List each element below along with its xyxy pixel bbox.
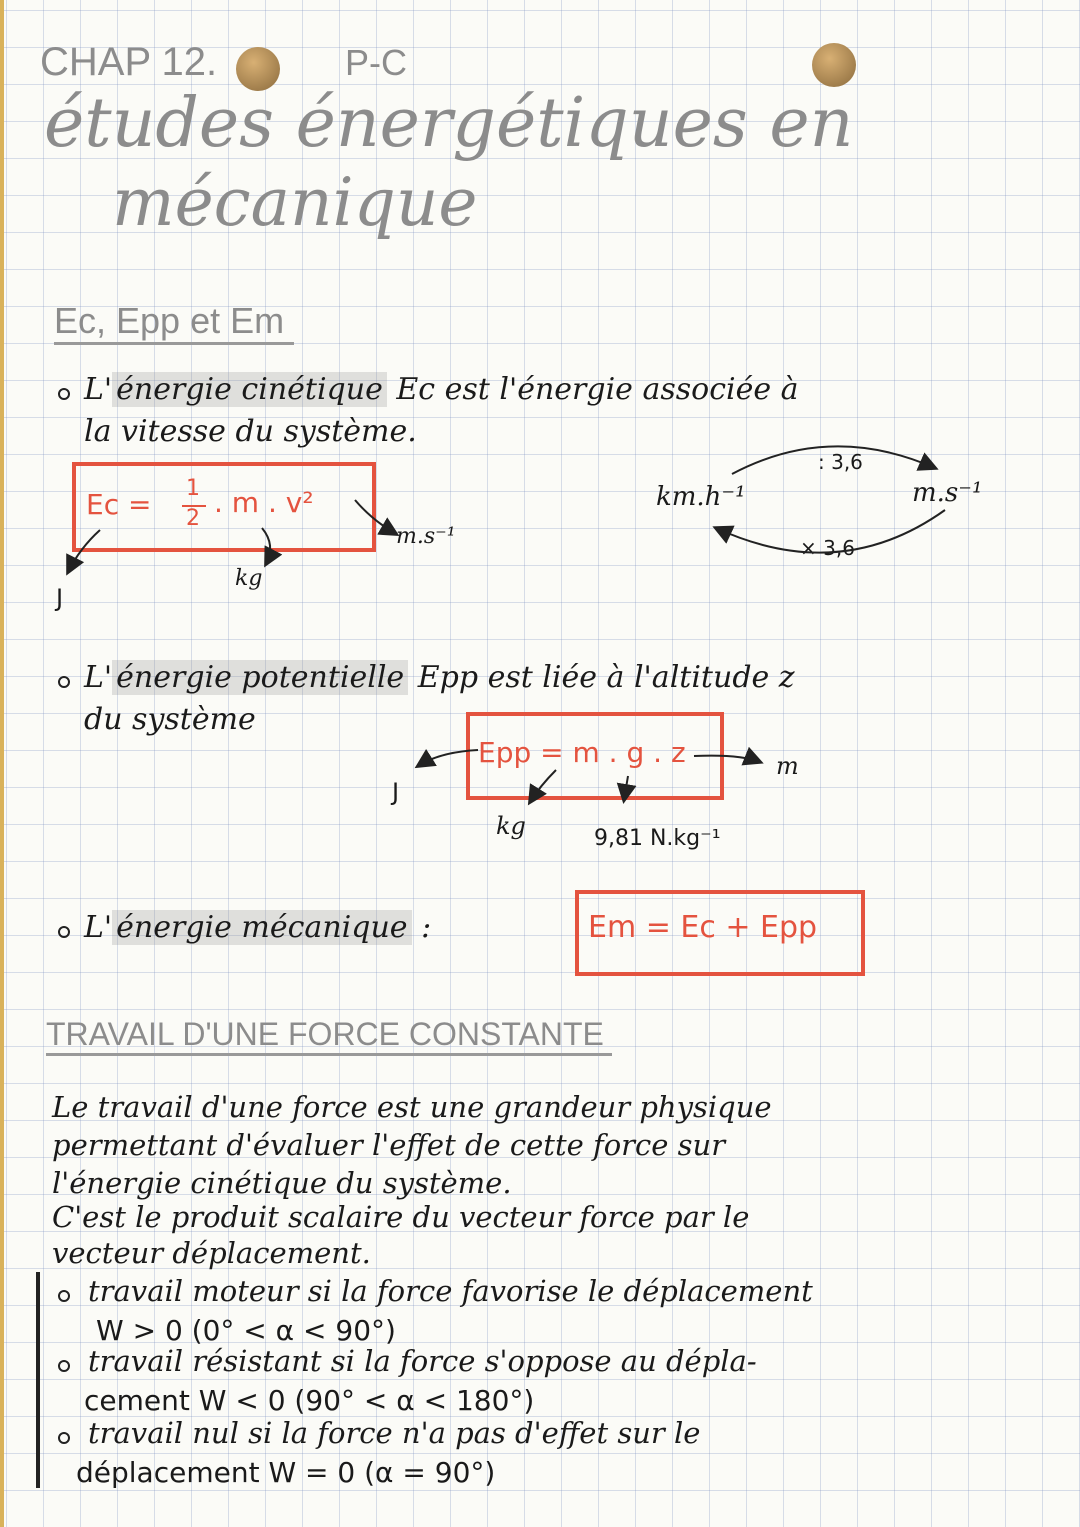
- epp-definition-line2: du système: [84, 702, 256, 737]
- page-title-line2: mécanique: [112, 164, 478, 241]
- epp-unit-kg: kg: [496, 812, 526, 840]
- em-formula: Em = Ec + Epp: [588, 910, 818, 945]
- paragraph-line: l'énergie cinétique du système.: [52, 1166, 512, 1200]
- arrow-v-to-unit: [355, 500, 396, 534]
- conversion-divide: : 3,6: [818, 450, 863, 474]
- ec-unit-joule: J: [56, 584, 64, 612]
- arrow-m-to-kg: [262, 528, 270, 564]
- conversion-multiply: × 3,6: [800, 536, 855, 560]
- paragraph-line: Le travail d'une force est une grandeur physique: [52, 1090, 772, 1124]
- em-definition: L' énergie mécanique :: [84, 910, 432, 945]
- ec-formula-den: 2: [186, 506, 200, 531]
- arrow-divide-conversion: [732, 446, 935, 474]
- epp-definition-line1: L' énergie potentielle Epp est liée à l'altitude z: [84, 660, 795, 695]
- ec-unit-kg: kg: [235, 566, 263, 591]
- arrow-g-to-unit: [624, 776, 628, 800]
- arrow-z-to-meter: [694, 756, 760, 762]
- ec-unit-speed: m.s⁻¹: [396, 524, 456, 549]
- bullet-travail-resistant-line2: cement W < 0 (90° < α < 180°): [84, 1384, 535, 1417]
- bullet-travail-resistant-line1: travail résistant si la force s'oppose au dépla-: [88, 1344, 757, 1378]
- ec-definition-line1: L' énergie cinétique Ec est l'énergie associée à: [84, 372, 799, 407]
- bullet-travail-moteur-line2: W > 0 (0° < α < 90°): [96, 1314, 396, 1347]
- section-heading-energies: Ec, Epp et Em: [54, 300, 294, 345]
- ec-formula-lhs: Ec =: [86, 488, 152, 521]
- paragraph-line: permettant d'évaluer l'effet de cette force sur: [52, 1128, 726, 1162]
- arrow-m-to-kg-epp: [530, 770, 556, 802]
- bullet-travail-nul-line2: déplacement W = 0 (α = 90°): [76, 1456, 496, 1489]
- ec-formula-rhs: . m . v²: [214, 486, 314, 519]
- subject-label: P-C: [345, 42, 407, 83]
- section-heading-travail: TRAVAIL D'UNE FORCE CONSTANTE: [46, 1016, 612, 1056]
- chapter-label: CHAP 12.: [40, 40, 218, 84]
- epp-unit-joule: J: [392, 778, 400, 806]
- ec-definition-line2: la vitesse du système.: [84, 414, 417, 449]
- paragraph-line: C'est le produit scalaire du vecteur force par le: [52, 1200, 750, 1234]
- paragraph-line: vecteur déplacement.: [52, 1236, 371, 1270]
- epp-formula: Epp = m . g . z: [478, 736, 686, 769]
- bullet-travail-nul-line1: travail nul si la force n'a pas d'effet sur le: [88, 1416, 701, 1450]
- page-title-line1: études énergétiques en: [44, 84, 854, 163]
- conversion-ms: m.s⁻¹: [912, 478, 983, 508]
- highlight-energie-cinetique: énergie cinétique: [112, 372, 387, 407]
- highlight-energie-potentielle: énergie potentielle: [112, 660, 408, 695]
- conversion-kmh: km.h⁻¹: [656, 482, 746, 512]
- highlight-energie-mecanique: énergie mécanique: [112, 910, 411, 945]
- arrow-epp-to-joule: [418, 750, 478, 766]
- epp-unit-meter: m: [776, 752, 799, 780]
- epp-unit-g: 9,81 N.kg⁻¹: [594, 826, 721, 851]
- arrow-ec-to-joule: [68, 530, 100, 572]
- arrow-multiply-conversion: [716, 510, 945, 553]
- bullet-travail-moteur-line1: travail moteur si la force favorise le déplacement: [88, 1274, 813, 1308]
- ec-formula-num: 1: [186, 476, 200, 501]
